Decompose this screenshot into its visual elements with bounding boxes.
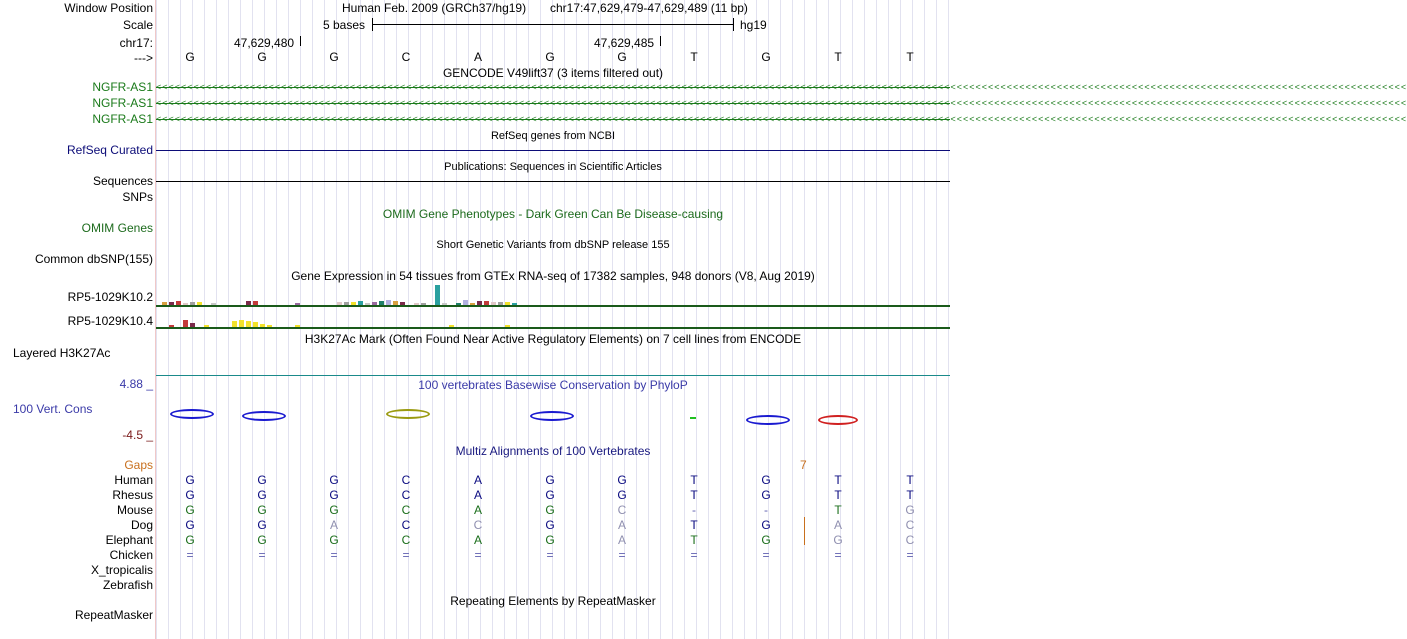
- omim-track-label[interactable]: OMIM Genes: [81, 221, 153, 235]
- alignment-base: C: [401, 488, 411, 502]
- alignment-base: C: [905, 518, 915, 532]
- alignment-base: C: [401, 518, 411, 532]
- species-label-zebrafish: Zebrafish: [102, 578, 153, 592]
- phylop-max-value: 4.88 _: [119, 377, 153, 391]
- alignment-base: T: [834, 503, 842, 517]
- reference-sequence-row: [156, 50, 950, 64]
- scale-text: 5 bases: [323, 18, 366, 32]
- phylop-min-value: -4.5 _: [122, 428, 153, 442]
- gencode-transcript-2[interactable]: <<<<<<<<<<<<<<<<<<<<<<<<<<<<<<<<<<<<<<<<<<<<<<<<<<<<<<<<<<<<<<<<<<<<<<<<<<<<<<<<<<<<<<<<<<<<<<<<<<<<<<<<<<<<<<<<<<<<<<<<<<<<<<<<<<<<<<<<<<<<<<<<<<<<<<<<<<<<<<<<<<<<<<<<<<<<<<<<<<<<<<<<<<<<<<<<<<<<<<<<: [156, 98, 1407, 108]
- gtex-track-title: Gene Expression in 54 tissues from GTEx RNA-seq of 17382 samples, 948 donors (V8, Aug 2019): [291, 269, 815, 283]
- alignment-base: G: [257, 473, 267, 487]
- gtex-bar: [183, 320, 188, 327]
- gencode-transcript-1[interactable]: <<<<<<<<<<<<<<<<<<<<<<<<<<<<<<<<<<<<<<<<<<<<<<<<<<<<<<<<<<<<<<<<<<<<<<<<<<<<<<<<<<<<<<<<<<<<<<<<<<<<<<<<<<<<<<<<<<<<<<<<<<<<<<<<<<<<<<<<<<<<<<<<<<<<<<<<<<<<<<<<<<<<<<<<<<<<<<<<<<<<<<<<<<<<<<<<<<<<<<<<: [156, 82, 1407, 92]
- alignment-base: G: [761, 518, 771, 532]
- alignment-base: G: [185, 533, 195, 547]
- coordinate-1: 47,629,480: [234, 36, 295, 50]
- phylop-logo[interactable]: [156, 405, 950, 427]
- alignment-base: T: [690, 533, 698, 547]
- alignment-base: A: [473, 503, 482, 517]
- phylop-glyph: [530, 411, 574, 421]
- alignment-base: G: [257, 503, 267, 517]
- alignment-base: G: [185, 473, 195, 487]
- window-position-label: Window Position: [64, 1, 153, 15]
- sequences-track-label[interactable]: Sequences: [92, 174, 153, 188]
- gtex-bar: [239, 320, 244, 327]
- alignment-base: G: [257, 518, 267, 532]
- gencode-transcript-3[interactable]: <<<<<<<<<<<<<<<<<<<<<<<<<<<<<<<<<<<<<<<<<<<<<<<<<<<<<<<<<<<<<<<<<<<<<<<<<<<<<<<<<<<<<<<<<<<<<<<<<<<<<<<<<<<<<<<<<<<<<<<<<<<<<<<<<<<<<<<<<<<<<<<<<<<<<<<<<<<<<<<<<<<<<<<<<<<<<<<<<<<<<<<<<<<<<<<<<<<<<<<<: [156, 114, 1407, 124]
- alignment-base: G: [545, 518, 555, 532]
- alignment-base: =: [618, 548, 626, 562]
- alignment-base: =: [474, 548, 482, 562]
- gtex-expression-bars-1[interactable]: [156, 283, 950, 305]
- alignment-base: T: [690, 473, 698, 487]
- alignment-base: C: [473, 518, 483, 532]
- chrom-label: chr17:: [119, 36, 153, 50]
- gencode-item-label[interactable]: NGFR-AS1: [92, 96, 153, 110]
- alignment-base: A: [329, 518, 338, 532]
- gap-count: 7: [800, 458, 807, 472]
- species-label-human: Human: [114, 473, 153, 487]
- alignment-base: A: [617, 518, 626, 532]
- alignment-base: =: [834, 548, 842, 562]
- gtex-expression-bars-2[interactable]: [156, 315, 950, 327]
- alignment-base: C: [617, 503, 627, 517]
- gtex-bar: [435, 285, 440, 305]
- reference-base: G: [185, 50, 195, 64]
- coordinate-2-tick: [660, 36, 661, 46]
- alignment-base: G: [329, 533, 339, 547]
- refseq-track-title: RefSeq genes from NCBI: [490, 130, 616, 142]
- alignment-base: T: [906, 473, 914, 487]
- gtex-gene-line-2: [156, 327, 950, 329]
- phylop-glyph: [386, 409, 430, 419]
- dbsnp-track-title: Short Genetic Variants from dbSNP release 155: [436, 239, 670, 251]
- alignment-base: T: [906, 488, 914, 502]
- alignment-base: A: [833, 518, 842, 532]
- alignment-base: C: [401, 473, 411, 487]
- alignment-base: =: [546, 548, 554, 562]
- species-label-mouse: Mouse: [116, 503, 153, 517]
- species-label-elephant: Elephant: [105, 533, 153, 547]
- alignment-base: G: [545, 473, 555, 487]
- refseq-track-label[interactable]: RefSeq Curated: [66, 143, 153, 157]
- genome-browser-image[interactable]: [156, 0, 1407, 639]
- phylop-glyph: [170, 409, 214, 419]
- alignment-base: T: [690, 488, 698, 502]
- reference-base: T: [834, 50, 842, 64]
- alignment-base: T: [834, 473, 842, 487]
- alignment-base: G: [905, 503, 915, 517]
- gtex-item-label[interactable]: RP5-1029K10.4: [67, 314, 153, 328]
- gencode-item-label[interactable]: NGFR-AS1: [92, 112, 153, 126]
- alignment-base: =: [330, 548, 338, 562]
- h3k27ac-baseline: [156, 375, 950, 376]
- alignment-base: G: [329, 488, 339, 502]
- reference-base: T: [690, 50, 698, 64]
- alignment-base: T: [834, 488, 842, 502]
- reference-base: T: [906, 50, 914, 64]
- reference-base: G: [617, 50, 627, 64]
- repeatmasker-track-title: Repeating Elements by RepeatMasker: [450, 594, 656, 608]
- alignment-base: C: [401, 533, 411, 547]
- dbsnp-track-label[interactable]: Common dbSNP(155): [34, 252, 153, 266]
- alignment-base: G: [545, 488, 555, 502]
- alignment-base: G: [329, 503, 339, 517]
- reference-base: A: [473, 50, 482, 64]
- phylop-glyph: [746, 415, 790, 425]
- multiz-track-title: Multiz Alignments of 100 Vertebrates: [455, 444, 651, 458]
- alignment-base: A: [617, 533, 626, 547]
- alignment-base: A: [473, 533, 482, 547]
- alignment-base: -: [692, 503, 696, 517]
- alignment-base: =: [402, 548, 410, 562]
- alignment-base: G: [329, 473, 339, 487]
- alignment-base: G: [185, 503, 195, 517]
- alignment-base: G: [761, 533, 771, 547]
- coordinate-1-tick: [300, 36, 301, 46]
- gencode-track-title: GENCODE V49lift37 (3 items filtered out): [442, 66, 664, 80]
- alignment-base: A: [473, 488, 482, 502]
- alignment-base: A: [473, 473, 482, 487]
- species-label-dog: Dog: [130, 518, 153, 532]
- alignment-base: G: [185, 488, 195, 502]
- species-label-chicken: Chicken: [109, 548, 153, 562]
- phylop-glyph: [690, 417, 696, 419]
- reference-base: G: [329, 50, 339, 64]
- scale-db-label: hg19: [740, 18, 767, 32]
- alignment-base: G: [257, 533, 267, 547]
- alignment-base: C: [401, 503, 411, 517]
- assembly-title: Human Feb. 2009 (GRCh37/hg19): [342, 1, 527, 15]
- track-label-column: [0, 0, 155, 639]
- phylop-glyph: [242, 411, 286, 421]
- phylop-track-label[interactable]: 100 Vert. Cons: [13, 402, 93, 416]
- gtex-item-label[interactable]: RP5-1029K10.2: [67, 290, 153, 304]
- alignment-base: G: [257, 488, 267, 502]
- coordinate-2: 47,629,485: [594, 36, 655, 50]
- alignment-base: =: [906, 548, 914, 562]
- alignment-base: G: [617, 473, 627, 487]
- alignment-base: =: [186, 548, 194, 562]
- strand-arrow-label: --->: [134, 51, 153, 65]
- alignment-base: G: [833, 533, 843, 547]
- gaps-label: Gaps: [124, 458, 153, 472]
- phylop-glyph: [818, 415, 858, 425]
- reference-base: G: [257, 50, 267, 64]
- alignment-base: -: [764, 503, 768, 517]
- alignment-base: =: [762, 548, 770, 562]
- sequences-track-line[interactable]: [156, 181, 950, 182]
- alignment-base: G: [545, 533, 555, 547]
- reference-base: C: [401, 50, 411, 64]
- alignment-base: G: [617, 488, 627, 502]
- alignment-base: T: [690, 518, 698, 532]
- alignment-base: G: [761, 488, 771, 502]
- multiz-alignment-grid[interactable]: [156, 473, 950, 603]
- alignment-base: G: [761, 473, 771, 487]
- alignment-base: G: [185, 518, 195, 532]
- species-label-rhesus: Rhesus: [112, 488, 153, 502]
- snps-track-label[interactable]: SNPs: [122, 190, 153, 204]
- phylop-track-title: 100 vertebrates Basewise Conservation by PhyloP: [418, 378, 688, 392]
- publications-track-title: Publications: Sequences in Scientific Articles: [444, 161, 662, 173]
- h3k27ac-track-label[interactable]: Layered H3K27Ac: [13, 346, 111, 360]
- species-label-x-tropicalis: X_tropicalis: [90, 563, 153, 577]
- alignment-base: C: [905, 533, 915, 547]
- scale-label: Scale: [122, 18, 153, 32]
- refseq-gene-line[interactable]: [156, 150, 950, 151]
- h3k27ac-track-title: H3K27Ac Mark (Often Found Near Active Regulatory Elements) on 7 cell lines from ENCODE: [304, 332, 802, 346]
- position-readout: chr17:47,629,479-47,629,489 (11 bp): [550, 1, 748, 15]
- gencode-item-label[interactable]: NGFR-AS1: [92, 80, 153, 94]
- gtex-gene-line-1: [156, 305, 950, 307]
- alignment-base: =: [690, 548, 698, 562]
- repeatmasker-track-label[interactable]: RepeatMasker: [74, 608, 153, 622]
- omim-track-title: OMIM Gene Phenotypes - Dark Green Can Be Disease-causing: [382, 207, 724, 221]
- reference-base: G: [545, 50, 555, 64]
- alignment-base: =: [258, 548, 266, 562]
- alignment-base: G: [545, 503, 555, 517]
- reference-base: G: [761, 50, 771, 64]
